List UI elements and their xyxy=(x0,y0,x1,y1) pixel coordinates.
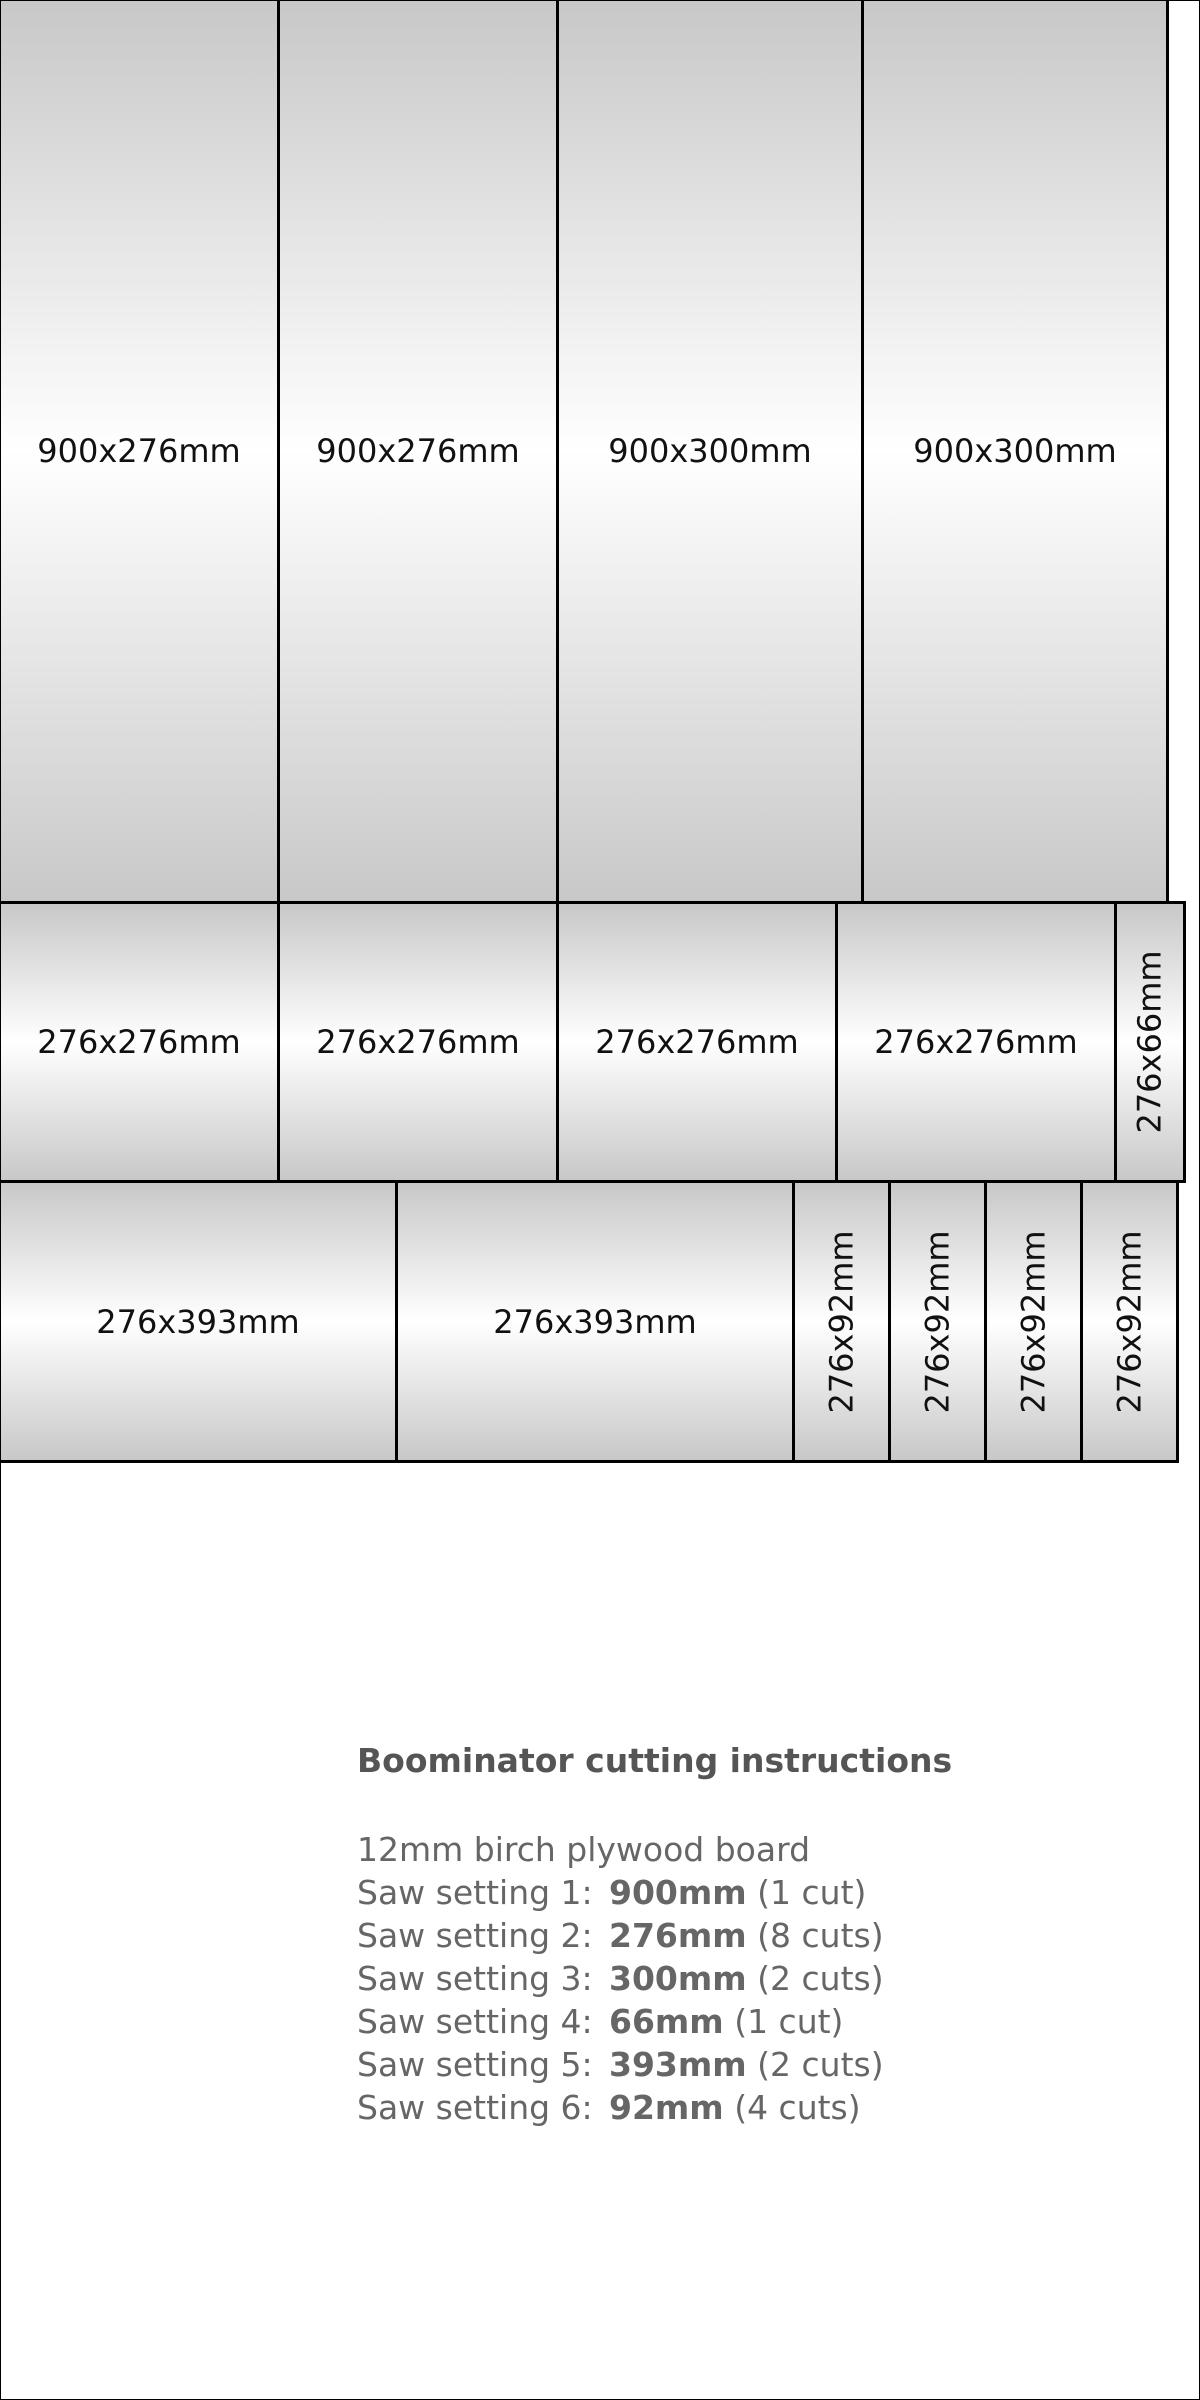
saw-setting-size: 900mm xyxy=(609,1873,747,1912)
saw-setting-size: 66mm xyxy=(609,2002,724,2041)
panel-label: 276x276mm xyxy=(37,1023,241,1061)
saw-setting-key: Saw setting 1: xyxy=(357,1873,593,1912)
panel-900x276-1 xyxy=(0,0,280,904)
panel-label: 276x276mm xyxy=(316,1023,520,1061)
panel-276x276-4 xyxy=(835,901,1117,1183)
panel-276x393-2 xyxy=(395,1180,795,1463)
panel-label: 276x276mm xyxy=(595,1023,799,1061)
panel-label: 900x276mm xyxy=(37,432,241,470)
saw-setting-key: Saw setting 3: xyxy=(357,1959,593,1998)
saw-setting-size: 92mm xyxy=(609,2088,724,2127)
saw-setting-cuts: (8 cuts) xyxy=(746,1916,884,1955)
saw-setting-cuts: (1 cut) xyxy=(723,2002,844,2041)
panel-276x66 xyxy=(1114,901,1186,1183)
saw-setting-cuts: (2 cuts) xyxy=(746,1959,884,1998)
saw-setting-key: Saw setting 2: xyxy=(357,1916,593,1955)
panel-label: 276x92mm xyxy=(918,1229,957,1414)
saw-setting-size: 300mm xyxy=(609,1959,747,1998)
saw-setting-row xyxy=(357,1914,952,1957)
saw-setting-size: 276mm xyxy=(609,1916,747,1955)
cutting-instructions xyxy=(357,1741,952,2129)
panel-label: 276x393mm xyxy=(493,1302,697,1341)
panel-276x276-2 xyxy=(277,901,559,1183)
panel-label: 276x393mm xyxy=(96,1302,300,1341)
saw-setting-cuts: (1 cut) xyxy=(746,1873,867,1912)
panel-label: 900x300mm xyxy=(608,432,812,470)
panel-276x276-3 xyxy=(556,901,838,1183)
saw-setting-key: Saw setting 6: xyxy=(357,2088,593,2127)
panel-label: 276x92mm xyxy=(1110,1229,1149,1414)
panel-label: 900x276mm xyxy=(316,432,520,470)
saw-setting-row xyxy=(357,1957,952,2000)
panel-900x300-1 xyxy=(556,0,864,904)
panel-label: 276x92mm xyxy=(1014,1229,1053,1414)
panel-276x92-4 xyxy=(1080,1180,1179,1463)
panel-276x393-1 xyxy=(0,1180,398,1463)
saw-setting-row xyxy=(357,1871,952,1914)
panel-label: 276x66mm xyxy=(1131,950,1170,1134)
instructions-title: Boominator cutting instructions xyxy=(357,1741,953,1780)
saw-setting-row xyxy=(357,2043,952,2086)
panel-276x92-1 xyxy=(792,1180,891,1463)
panel-900x300-2 xyxy=(861,0,1169,904)
saw-setting-key: Saw setting 4: xyxy=(357,2002,593,2041)
panel-276x92-3 xyxy=(984,1180,1083,1463)
panel-276x276-1 xyxy=(0,901,280,1183)
saw-setting-row xyxy=(357,2086,952,2129)
saw-setting-key: Saw setting 5: xyxy=(357,2045,593,2084)
panel-label: 900x300mm xyxy=(913,432,1117,470)
saw-setting-cuts: (4 cuts) xyxy=(723,2088,861,2127)
panel-label: 276x92mm xyxy=(822,1229,861,1414)
saw-setting-row xyxy=(357,2000,952,2043)
saw-setting-size: 393mm xyxy=(609,2045,747,2084)
panel-276x92-2 xyxy=(888,1180,987,1463)
saw-setting-cuts: (2 cuts) xyxy=(746,2045,884,2084)
material-line: 12mm birch plywood board xyxy=(357,1830,811,1869)
panel-900x276-2 xyxy=(277,0,559,904)
panel-label: 276x276mm xyxy=(874,1023,1078,1061)
